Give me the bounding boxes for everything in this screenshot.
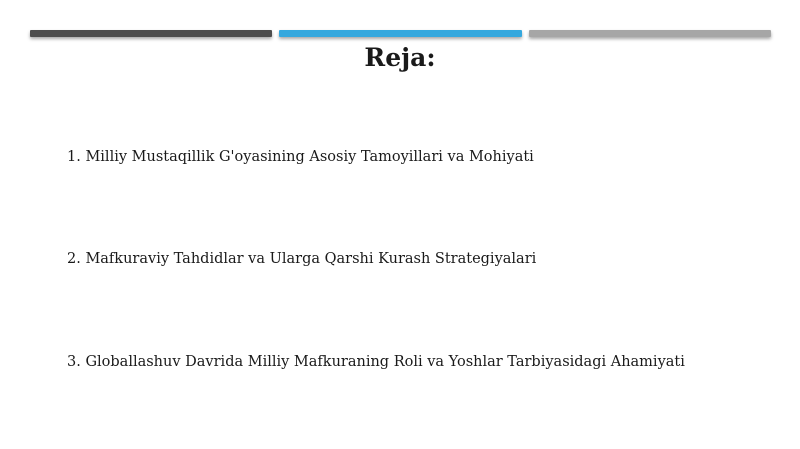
header-bar-light-gray — [529, 30, 771, 37]
plan-item-2: 2. Mafkuraviy Tahdidlar va Ularga Qarshi Kurash Strategiyalari — [67, 251, 537, 267]
header-bars — [30, 30, 771, 38]
header-bar-dark-gray — [30, 30, 272, 37]
plan-item-1: 1. Milliy Mustaqillik G'oyasining Asosiy Tamoyillari va Mohiyati — [67, 149, 534, 165]
slide-title: Reja: — [364, 43, 436, 72]
plan-item-3: 3. Globallashuv Davrida Milliy Mafkuraning Roli va Yoshlar Tarbiyasidagi Ahamiyati — [67, 354, 685, 370]
header-bar-blue — [279, 30, 522, 37]
